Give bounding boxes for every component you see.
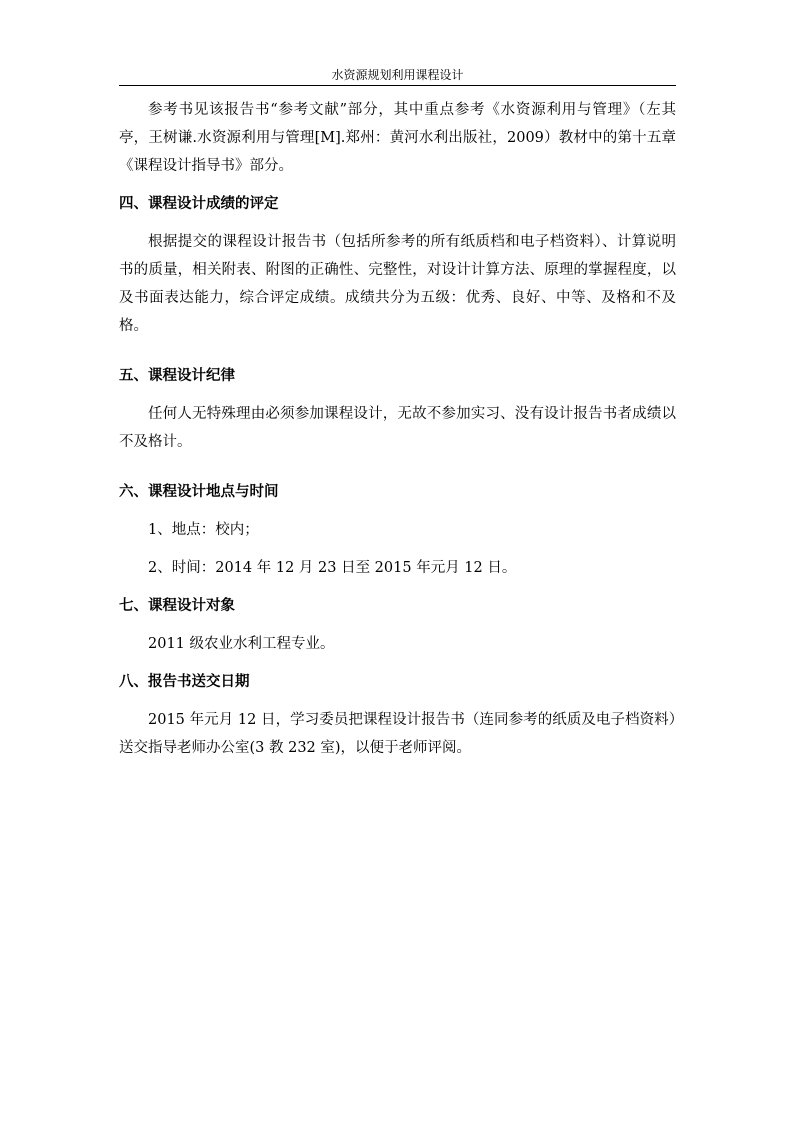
section-4-heading: 四、课程设计成绩的评定 xyxy=(119,196,279,212)
section-4-paragraph: 根据提交的课程设计报告书（包括所参考的所有纸质档和电子档资料）、计算说明书的质量，相关附表、附图的正确性、完整性，对设计计算方法、原理的掌握程度，以及书面表达能力，综合评定成绩。成绩共分为五级：优秀、良好、中等、及格和不及格。 xyxy=(119,234,676,334)
section-7-heading: 七、课程设计对象 xyxy=(119,598,235,614)
section-5-heading: 五、课程设计纪律 xyxy=(119,368,235,384)
section-6-heading: 六、课程设计地点与时间 xyxy=(119,484,279,500)
reference-paragraph: 参考书见该报告书“参考文献”部分，其中重点参考《水资源利用与管理》（左其亭，王树谦.水资源利用与管理[M].郑州：黄河水利出版社，2009）教材中的第十五章《课程设计指导书》部分。 xyxy=(119,102,676,174)
section-8-heading: 八、报告书送交日期 xyxy=(119,674,250,690)
section-7-paragraph: 2011 级农业水利工程专业。 xyxy=(148,636,335,652)
section-8-paragraph: 2015 年元月 12 日，学习委员把课程设计报告书（连同参考的纸质及电子档资料）送交指导老师办公室(3 教 232 室)，以便于老师评阅。 xyxy=(119,712,676,756)
section-6-location: 1、地点：校内； xyxy=(148,522,259,538)
section-5-paragraph: 任何人无特殊理由必须参加课程设计，无故不参加实习、没有设计报告书者成绩以不及格计。 xyxy=(119,406,676,450)
page-header: 水资源规划利用课程设计 xyxy=(119,66,676,86)
document-body xyxy=(119,96,676,762)
section-6-time: 2、时间：2014 年 12 月 23 日至 2015 年元月 12 日。 xyxy=(148,560,517,576)
